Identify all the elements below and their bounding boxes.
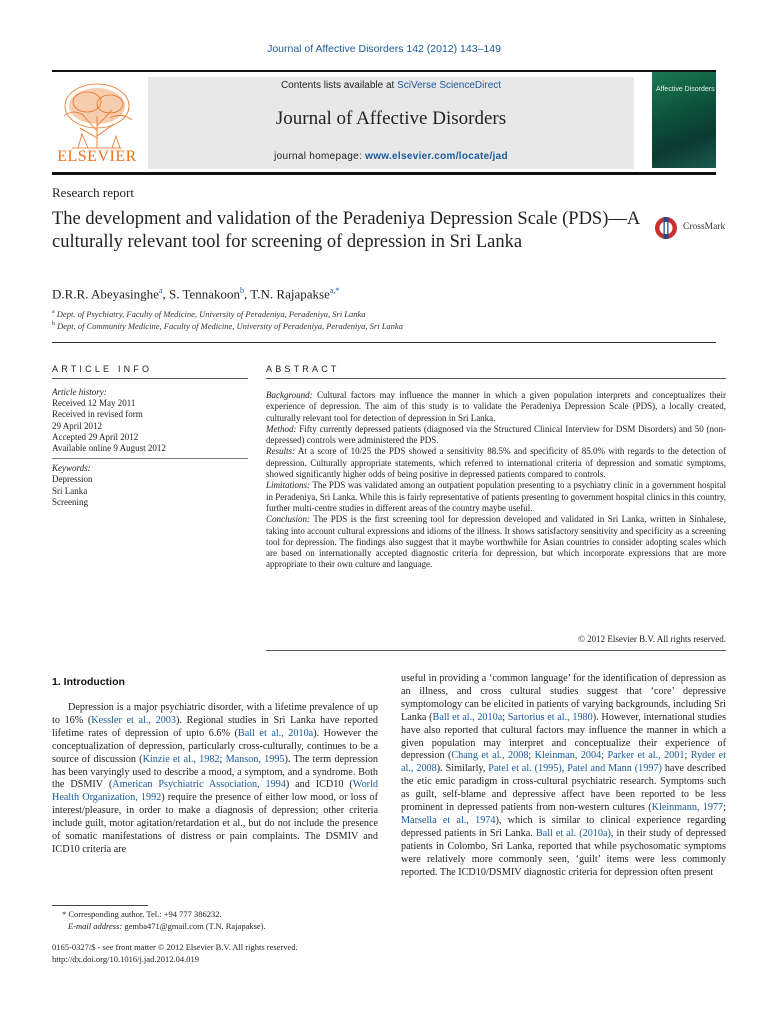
- body-text: ,: [561, 763, 568, 775]
- journal-citation[interactable]: Journal of Affective Disorders 142 (2012) 143–149: [267, 43, 501, 55]
- elsevier-wordmark: ELSEVIER: [57, 148, 137, 165]
- affiliation: [52, 309, 366, 319]
- body-text: ;: [528, 750, 535, 762]
- keyword: Screening: [52, 496, 88, 507]
- abstract-text: The PDS was validated among an outpatient population presenting to a psychiatry clinic in a government hospital in Peradeniya, Sri Lanka. While this is fairly representative of patients presenting to government hospital clinics in this country, further multi-centre studies in different areas of the country maybe useful.: [266, 480, 726, 513]
- citation-link[interactable]: Parker et al., 2001: [607, 750, 685, 762]
- abstract-section: [266, 446, 726, 480]
- citation-link[interactable]: American Psychiatric Association, 1994: [112, 779, 286, 791]
- affiliation: [52, 321, 403, 331]
- author-affiliation-marker[interactable]: b: [240, 286, 245, 295]
- abstract-body: [266, 390, 726, 571]
- abstract-label: Background:: [266, 390, 313, 400]
- citation-link[interactable]: Patel and Mann (1997): [567, 763, 662, 775]
- abstract-section: [266, 424, 726, 447]
- citation-link[interactable]: World Health Organization, 1992: [52, 779, 378, 804]
- email-label: E-mail address:: [68, 921, 123, 931]
- author-list: [52, 286, 339, 302]
- citation-link[interactable]: Ball et al., 2010a: [432, 711, 503, 723]
- abstract-text: The PDS is the first screening tool for depression developed and validated in Sri Lanka, written in Sinhalese, taking into account cultural expressions and idioms of the illness. It shows satisfactory sensitivity and specificity as a screening tool for depression. The findings also suggest that it maybe worthwhile for Asian countries to consider adopting scales which are based on internationally accepted diagnostic criteria for depression, but which incorporate expressions that are more appropriate to their own culture and language.: [266, 514, 726, 570]
- body-text: useful in providing a ‘common language’ for the identification of depression as an illness, and cross cultural studies suggest that ‘core’ depressive symptomology can be elicited in patients of varying backgrounds, including Sri Lanka (: [401, 673, 726, 723]
- article-info-rule: [52, 378, 248, 379]
- article-type: Research report: [52, 185, 134, 200]
- citation-link[interactable]: Marsella et al., 1974: [401, 814, 496, 826]
- abstract-section: [266, 514, 726, 570]
- history-item: Received in revised form: [52, 409, 143, 420]
- history-item: Received 12 May 2011: [52, 398, 136, 409]
- email-address[interactable]: gemba471@gmail.com (T.N. Rajapakse).: [122, 921, 266, 931]
- citation-link[interactable]: Sartorius et al., 1980: [507, 711, 593, 723]
- body-text: ). Similarly,: [436, 763, 489, 775]
- corresponding-author-note: * Corresponding author. Tel.: +94 777 386232.: [62, 909, 222, 919]
- citation-link[interactable]: Kinzie et al., 1982: [142, 753, 220, 765]
- body-text: , in their study of depressed patients in Colombo, Sri Lanka, reported that while psychosomatic symptoms were relatively more commonly seen, ‘guilt’ items were less commonly reported. The ICD10/DSMIV diagnostic criteria for depression often present: [401, 827, 726, 878]
- citation-link[interactable]: Ball et al. (2010a): [535, 827, 611, 839]
- section-divider: [52, 342, 716, 343]
- abstract-text: Fifty currently depressed patients (diagnosed via the Structured Clinical Interview for DSM Disorders) and 50 (non-depressed) controls were administered the PDS.: [266, 423, 726, 446]
- article-info: [52, 387, 248, 508]
- abstract-section: [266, 390, 726, 424]
- body-text: ). The term depression has been varyingly used to describe a mood, a symptom, and a syndrome. Both the DSMIV (: [52, 753, 379, 791]
- citation-link[interactable]: Ball et al., 2010a: [237, 727, 314, 739]
- abstract-text: Cultural factors may influence the manner in which a given population interprets and conceptualizes their experience of depression. The aim of this study is to validate the Peradeniya Depression Scale (PDS), a locally created, culturally relevant tool for detection of depression in Sri Lanka.: [266, 390, 726, 423]
- email-note: [68, 921, 266, 931]
- affiliation-text: Dept. of Psychiatry, Faculty of Medicine, University of Peradeniya, Peradeniya, Sri Lanka: [56, 309, 366, 319]
- body-text: ) require the presence of either low mood, or loss of interest/pleasure, in order to make a diagnosis of depression; other criteria include guilt, motor agitation/retardation et al., but do not include the presence of somatic manifestations of distress or pain complaints. The DSMIV and ICD10 criteria are: [52, 792, 379, 855]
- abstract-label: Conclusion:: [266, 514, 310, 525]
- abstract-rule: [266, 378, 726, 379]
- author-name[interactable]: D.R.R. Abeyasinghe: [52, 286, 159, 302]
- body-text: ) and ICD10 (: [285, 779, 353, 791]
- author-affiliation-marker[interactable]: a,*: [329, 286, 340, 295]
- abstract-label: Limitations:: [266, 480, 311, 491]
- article-info-heading: ARTICLE INFO: [52, 364, 153, 374]
- citation-link[interactable]: Kleinmann, 1977: [651, 802, 724, 814]
- body-column-left: [52, 702, 378, 857]
- body-text: ), which is similar to clinical experience regarding depressed patients in Sri Lanka.: [401, 814, 726, 839]
- copyright-notice: © 2012 Elsevier B.V. All rights reserved.: [578, 634, 726, 644]
- keyword: Depression: [52, 474, 93, 485]
- affiliation-text: Dept. of Community Medicine, Faculty of Medicine, University of Peradeniya, Peradeniya, Sri Lanka: [57, 321, 403, 331]
- header-top-rule: [52, 70, 716, 72]
- abstract-bottom-rule: [266, 650, 726, 651]
- citation-link[interactable]: Chang et al., 2008: [451, 750, 529, 762]
- issn-line: 0165-0327/$ - see front matter © 2012 Elsevier B.V. All rights reserved.: [52, 942, 298, 952]
- author-separator: ,: [162, 286, 169, 302]
- homepage-prefix: journal homepage:: [274, 151, 366, 162]
- affiliation-marker: b: [52, 321, 55, 328]
- citation-link[interactable]: Kessler et al., 2003: [91, 714, 176, 726]
- body-text: have described the etic emic paradigm in cross-cultural psychiatric research. Symptoms such as guilt, self-blame and depressive affect have been reported to be less prominent in depressed patients from non-western cultures (: [401, 763, 727, 814]
- citation-link[interactable]: Ryder et al., 2008: [401, 750, 726, 775]
- homepage-link[interactable]: www.elsevier.com/locate/jad: [365, 151, 508, 162]
- body-text: ). Regional studies in Sri Lanka have reported lifetime rates of depression of upto 6.6% (: [52, 714, 378, 739]
- abstract-heading: ABSTRACT: [266, 364, 340, 374]
- history-item: Available online 9 August 2012: [52, 443, 166, 454]
- citation-link[interactable]: Manson, 1995: [225, 753, 285, 765]
- footnote-rule: [52, 905, 148, 906]
- body-text: ). However, international studies have also reported that cultural factors may influence the manner in which a given population may interpret and conceptualize their experience of depression (: [401, 711, 726, 762]
- info-divider: [52, 458, 248, 459]
- doi-link[interactable]: http://dx.doi.org/10.1016/j.jad.2012.04.019: [52, 954, 199, 964]
- body-text: ;: [601, 750, 608, 762]
- citation-link[interactable]: Kleinman, 2004: [534, 750, 602, 762]
- body-text: ). However the conceptualization of depression, particularly cross-culturally, continues to be a source of discussion (: [52, 727, 378, 765]
- author-name[interactable]: T.N. Rajapakse: [250, 286, 330, 302]
- crossmark-label[interactable]: CrossMark: [683, 222, 726, 232]
- abstract-text: At a score of 10/25 the PDS showed a sensitivity 88.5% and specificity of 85.0% with regards to the detection of depression. Culturally appropriate statements, which referred to international criteria of depression and somatic symptoms, showed significantly higher odds of being positive in depressed patients compared to controls.: [266, 446, 726, 480]
- history-item: 29 April 2012: [52, 420, 103, 431]
- author-separator: ,: [244, 286, 251, 302]
- contents-prefix: Contents lists available at: [280, 80, 398, 91]
- body-column-right: [401, 673, 726, 880]
- body-text: ;: [684, 750, 691, 762]
- homepage-line: [148, 151, 634, 162]
- journal-cover-title: Affective Disorders: [656, 86, 715, 93]
- body-text: ;: [723, 802, 726, 814]
- abstract-section: [266, 480, 726, 514]
- contents-line: [148, 80, 634, 91]
- author-affiliation-marker[interactable]: a: [158, 286, 163, 295]
- abstract-label: Results:: [266, 446, 295, 457]
- history-item: Accepted 29 April 2012: [52, 431, 139, 442]
- body-text: ;: [502, 711, 508, 723]
- affiliation-marker: a: [52, 309, 55, 316]
- keywords-label: Keywords:: [52, 463, 91, 474]
- keyword: Sri Lanka: [52, 485, 88, 496]
- journal-title: Journal of Affective Disorders: [275, 108, 507, 129]
- article-title: The development and validation of the Peradeniya Depression Scale (PDS)—A culturally relevant tool for screening of depression in Sri Lanka: [52, 209, 640, 252]
- body-text: Depression is a major psychiatric disorder, with a lifetime prevalence of up to 16% (: [52, 702, 378, 726]
- author-name[interactable]: S. Tennakoon: [168, 286, 241, 302]
- header-bottom-rule: [52, 172, 716, 175]
- section-heading-introduction: 1. Introduction: [52, 676, 125, 688]
- history-label: Article history:: [52, 387, 107, 397]
- citation-link[interactable]: Patel et al. (1995): [488, 763, 562, 775]
- body-text: ;: [219, 753, 226, 765]
- abstract-label: Method:: [266, 423, 297, 434]
- sciencedirect-link[interactable]: SciVerse ScienceDirect: [397, 80, 502, 91]
